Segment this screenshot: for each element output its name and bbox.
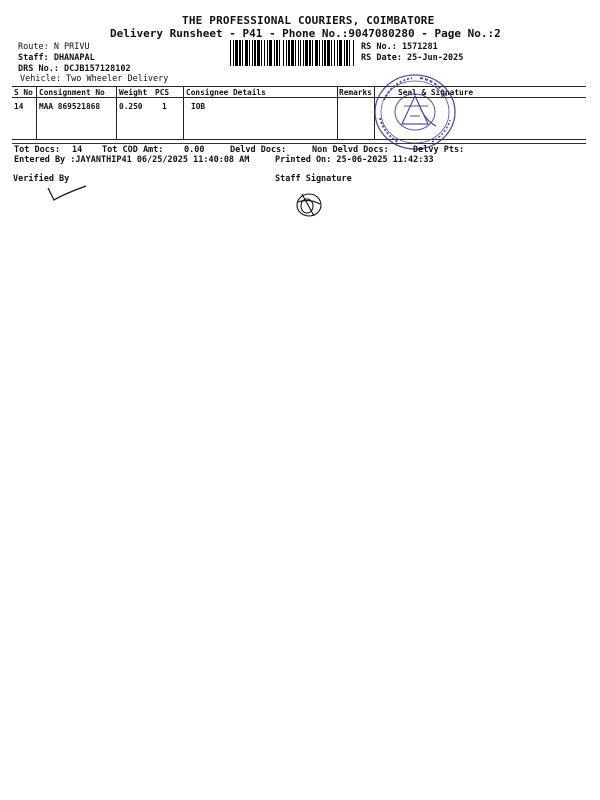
header-remarks: Remarks (339, 88, 372, 97)
company-title: THE PROFESSIONAL COURIERS, COIMBATORE (182, 14, 435, 27)
delvy-pts-label: Delvy Pts: (413, 145, 465, 155)
staff-label: Staff: DHANAPAL (18, 53, 95, 63)
row-consignment: MAA 869521868 (39, 102, 101, 111)
drs-number: DRS No.: DCJB157128102 (18, 64, 131, 74)
verified-by-signature (44, 184, 90, 204)
tot-cod-label: Tot COD Amt: (102, 145, 164, 155)
tot-cod-value: 0.00 (184, 145, 205, 155)
staff-signature-mark (292, 190, 326, 220)
tot-docs-value: 14 (72, 145, 83, 155)
rs-number: RS No.: 1571281 (361, 42, 438, 52)
row-weight: 0.250 (119, 102, 143, 111)
barcode-image (230, 40, 354, 66)
non-delvd-docs-label: Non Delvd Docs: (312, 145, 389, 155)
printed-on: Printed On: 25-06-2025 11:42:33 (275, 155, 434, 165)
header-consignee: Consignee Details (186, 88, 266, 97)
delvd-docs-label: Delvd Docs: (230, 145, 287, 155)
header-consignment: Consignment No (39, 88, 105, 97)
row-pcs: 1 (162, 102, 167, 111)
section-divider (12, 143, 586, 144)
row-sno: 14 (14, 102, 24, 111)
header-sno: S No (14, 88, 33, 97)
vehicle-label: Vehicle: Two Wheeler Delivery (20, 74, 169, 84)
verified-by-label: Verified By (13, 174, 70, 184)
tot-docs-label: Tot Docs: (14, 145, 61, 155)
header-weight: Weight (119, 88, 148, 97)
header-seal: Seal & Signature (398, 88, 474, 97)
runsheet-table (12, 86, 586, 140)
route-label: Route: N PRIVU (18, 42, 90, 52)
entered-by: Entered By :JAYANTHIP41 06/25/2025 11:40:08 AM (14, 155, 250, 165)
row-consignee: IOB (191, 102, 206, 111)
seal-stamp (372, 72, 458, 152)
rs-date: RS Date: 25-Jun-2025 (361, 53, 464, 63)
header-pcs: PCS (155, 88, 170, 97)
staff-signature-label: Staff Signature (275, 174, 352, 184)
runsheet-subtitle: Delivery Runsheet - P41 - Phone No.:9047080280 - Page No.:2 (110, 27, 501, 40)
